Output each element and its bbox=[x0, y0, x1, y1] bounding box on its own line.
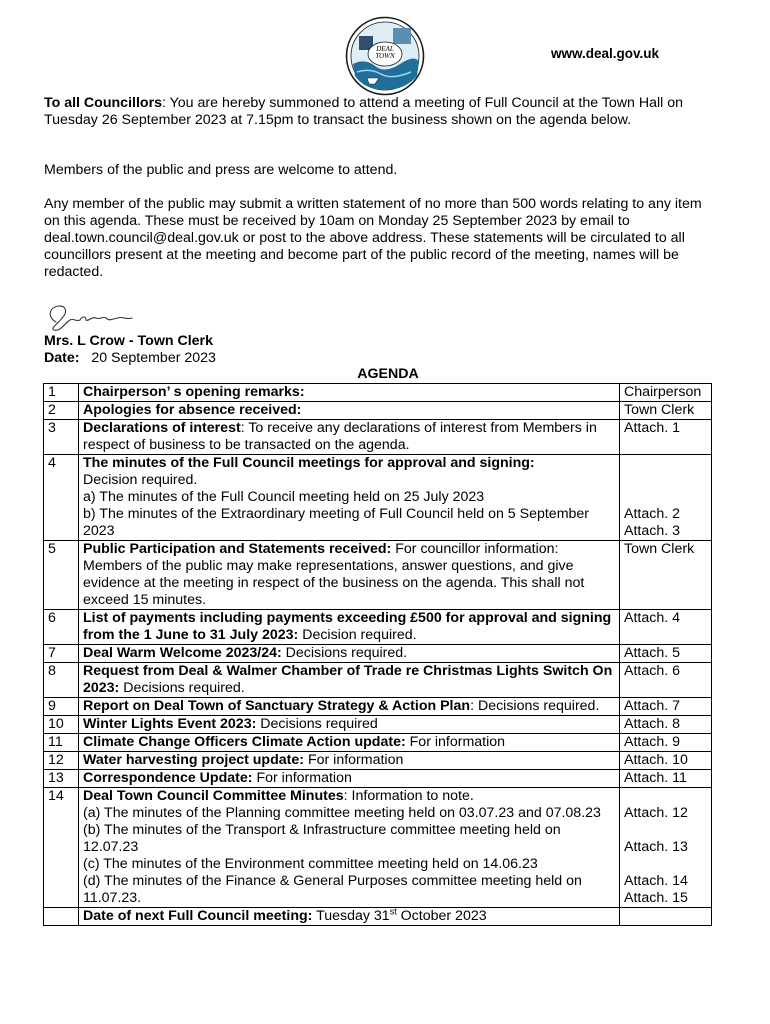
agenda-item-title: Chairperson’ s opening remarks: bbox=[83, 384, 305, 400]
agenda-item-number: 12 bbox=[44, 752, 79, 770]
agenda-item-text: Decision required. bbox=[83, 472, 198, 488]
agenda-item-attachment bbox=[620, 663, 712, 698]
agenda-item-text: For information bbox=[252, 770, 352, 786]
agenda-item-number: 7 bbox=[44, 645, 79, 663]
next-meeting-date: Tuesday 31 bbox=[312, 908, 390, 924]
agenda-item-text: Decisions required. bbox=[281, 645, 408, 661]
agenda-item-description bbox=[79, 541, 620, 610]
notice-date bbox=[44, 350, 216, 367]
attachment-ref bbox=[624, 455, 708, 472]
agenda-item-number: 11 bbox=[44, 734, 79, 752]
svg-text:DEAL: DEAL bbox=[376, 45, 394, 53]
agenda-item-number: 2 bbox=[44, 402, 79, 420]
attachment-ref: Attach. 7 bbox=[624, 698, 680, 714]
next-meeting-description bbox=[79, 908, 620, 926]
statement-info: Any member of the public may submit a written statement of no more than 500 words relating to any item on this agenda. These must be received by 10am on Monday 25 September 2023 by email to deal.town.council@deal.gov.uk or post to the above address. These statements will be circulated to all councillors present at the meeting and become part of the public record of the meeting, names will be redacted. bbox=[44, 196, 702, 280]
agenda-row bbox=[44, 698, 712, 716]
public-welcome: Members of the public and press are welcome to attend. bbox=[44, 162, 398, 178]
agenda-item-text: (b) The minutes of the Transport & Infrastructure committee meeting held on 12.07.23 bbox=[83, 822, 561, 855]
attachment-ref: Attach. 1 bbox=[624, 420, 680, 436]
agenda-item-attachment bbox=[620, 541, 712, 610]
attachment-ref: Attach. 12 bbox=[624, 805, 688, 821]
agenda-row-next-meeting bbox=[44, 908, 712, 926]
agenda-item-text: Decision required. bbox=[298, 627, 417, 643]
attachment-ref bbox=[624, 822, 708, 839]
agenda-item-description bbox=[79, 663, 620, 698]
agenda-item-attachment bbox=[620, 788, 712, 908]
agenda-item-title: Request from Deal & Walmer Chamber of Trade re Christmas Lights Switch On 2023: bbox=[83, 663, 613, 696]
agenda-item-description bbox=[79, 384, 620, 402]
agenda-item-title: Public Participation and Statements received: bbox=[83, 541, 392, 557]
agenda-item-number bbox=[44, 908, 79, 926]
agenda-item-text: (c) The minutes of the Environment committee meeting held on 14.06.23 bbox=[83, 856, 538, 872]
agenda-row bbox=[44, 716, 712, 734]
agenda-item-number: 13 bbox=[44, 770, 79, 788]
agenda-item-title: Climate Change Officers Climate Action update: bbox=[83, 734, 406, 750]
agenda-row bbox=[44, 788, 712, 908]
date-value: 20 September 2023 bbox=[91, 350, 216, 366]
attachment-ref: Chairperson bbox=[624, 384, 702, 400]
agenda-table bbox=[43, 383, 712, 926]
attachment-ref: Attach. 9 bbox=[624, 734, 680, 750]
agenda-item-number: 1 bbox=[44, 384, 79, 402]
attachment-ref: Attach. 10 bbox=[624, 752, 688, 768]
agenda-item-description bbox=[79, 420, 620, 455]
agenda-item-attachment bbox=[620, 752, 712, 770]
agenda-item-attachment bbox=[620, 698, 712, 716]
attachment-ref: Attach. 2 bbox=[624, 506, 680, 522]
agenda-item-attachment bbox=[620, 734, 712, 752]
agenda-item-title: The minutes of the Full Council meetings for approval and signing: bbox=[83, 455, 535, 471]
agenda-item-title: Deal Town Council Committee Minutes bbox=[83, 788, 344, 804]
agenda-item-text: (a) The minutes of the Planning committee meeting held on 03.07.23 and 07.08.23 bbox=[83, 805, 601, 821]
agenda-item-number: 10 bbox=[44, 716, 79, 734]
agenda-item-title: Correspondence Update: bbox=[83, 770, 253, 786]
next-meeting-title: Date of next Full Council meeting: bbox=[83, 908, 313, 924]
agenda-item-title: Apologies for absence received: bbox=[83, 402, 302, 418]
agenda-item-number: 8 bbox=[44, 663, 79, 698]
attachment-ref: Attach. 14 bbox=[624, 873, 688, 889]
agenda-item-title: List of payments including payments exceeding £500 for approval and signing from the 1 June to 31 July 2023: bbox=[83, 610, 612, 643]
clerk-name: Mrs. L Crow - Town Clerk bbox=[44, 333, 213, 349]
agenda-item-description bbox=[79, 788, 620, 908]
agenda-item-number: 5 bbox=[44, 541, 79, 610]
summons-paragraph bbox=[44, 95, 714, 129]
agenda-item-attachment bbox=[620, 610, 712, 645]
agenda-heading: AGENDA bbox=[357, 366, 419, 382]
agenda-item-title: Report on Deal Town of Sanctuary Strategy & Action Plan bbox=[83, 698, 471, 714]
agenda-item-number: 3 bbox=[44, 420, 79, 455]
agenda-item-description bbox=[79, 402, 620, 420]
clerk-signature bbox=[42, 300, 138, 334]
attachment-ref bbox=[624, 856, 708, 873]
agenda-item-text: : Decisions required. bbox=[470, 698, 600, 714]
agenda-item-text: : Information to note. bbox=[343, 788, 474, 804]
deal-town-council-logo bbox=[345, 16, 425, 96]
agenda-item-number: 4 bbox=[44, 455, 79, 541]
agenda-item-attachment bbox=[620, 645, 712, 663]
attachment-ref: Attach. 3 bbox=[624, 523, 680, 539]
agenda-item-text: (d) The minutes of the Finance & General Purposes committee meeting held on 11.07.23. bbox=[83, 873, 582, 906]
agenda-item-attachment bbox=[620, 908, 712, 926]
agenda-item-attachment bbox=[620, 402, 712, 420]
agenda-item-attachment bbox=[620, 420, 712, 455]
agenda-row bbox=[44, 610, 712, 645]
agenda-item-description bbox=[79, 698, 620, 716]
attachment-ref: Attach. 6 bbox=[624, 663, 680, 679]
agenda-item-text: For councillor information: Members of the public may make representations, answer questions, and give evidence at the meeting in respect of the business on the agenda. This shall not exceed 15 minutes. bbox=[83, 541, 585, 608]
svg-text:TOWN: TOWN bbox=[375, 52, 395, 60]
agenda-item-description bbox=[79, 455, 620, 541]
agenda-row bbox=[44, 541, 712, 610]
agenda-item-text: Decisions required. bbox=[119, 680, 245, 696]
agenda-item-text: a) The minutes of the Full Council meeting held on 25 July 2023 bbox=[83, 489, 485, 505]
agenda-row bbox=[44, 384, 712, 402]
website-url[interactable]: www.deal.gov.uk bbox=[551, 46, 660, 61]
agenda-row bbox=[44, 402, 712, 420]
attachment-ref: Attach. 8 bbox=[624, 716, 680, 732]
agenda-row bbox=[44, 734, 712, 752]
attachment-ref bbox=[624, 489, 708, 506]
agenda-item-description bbox=[79, 610, 620, 645]
next-meeting-date-suffix: st bbox=[389, 906, 397, 917]
attachment-ref: Attach. 13 bbox=[624, 839, 688, 855]
attachment-ref bbox=[624, 788, 708, 805]
agenda-item-text: Decisions required bbox=[256, 716, 378, 732]
attachment-ref: Attach. 5 bbox=[624, 645, 680, 661]
agenda-item-text: For information bbox=[405, 734, 506, 750]
agenda-item-title: Deal Warm Welcome 2023/24: bbox=[83, 645, 282, 661]
attachment-ref: Attach. 11 bbox=[624, 770, 687, 786]
agenda-item-attachment bbox=[620, 455, 712, 541]
agenda-row bbox=[44, 770, 712, 788]
agenda-item-title: Declarations of interest bbox=[83, 420, 241, 436]
agenda-item-description bbox=[79, 752, 620, 770]
agenda-item-text: : To receive any declarations of interest from Members in respect of business to be transacted on the agenda. bbox=[83, 420, 597, 453]
agenda-item-attachment bbox=[620, 384, 712, 402]
agenda-row bbox=[44, 420, 712, 455]
agenda-item-text: b) The minutes of the Extraordinary meeting of Full Council held on 5 September 2023 bbox=[83, 506, 590, 539]
summons-text: : You are hereby summoned to attend a meeting of Full Council at the Town Hall on Tuesday 26 September 2023 at 7.15pm to transact the business shown on the agenda below. bbox=[44, 95, 684, 128]
date-label: Date: bbox=[44, 350, 80, 366]
agenda-item-attachment bbox=[620, 716, 712, 734]
attachment-ref bbox=[624, 472, 708, 489]
agenda-item-description bbox=[79, 734, 620, 752]
agenda-item-number: 9 bbox=[44, 698, 79, 716]
agenda-row bbox=[44, 645, 712, 663]
agenda-item-title: Water harvesting project update: bbox=[83, 752, 304, 768]
agenda-row bbox=[44, 663, 712, 698]
agenda-item-number: 14 bbox=[44, 788, 79, 908]
agenda-row bbox=[44, 455, 712, 541]
attachment-ref: Town Clerk bbox=[624, 402, 695, 418]
attachment-ref: Attach. 4 bbox=[624, 610, 680, 626]
summons-lead: To all Councillors bbox=[44, 95, 162, 111]
agenda-item-description bbox=[79, 770, 620, 788]
next-meeting-month: October 2023 bbox=[396, 908, 487, 924]
agenda-item-description bbox=[79, 645, 620, 663]
agenda-item-attachment bbox=[620, 770, 712, 788]
agenda-item-description bbox=[79, 716, 620, 734]
attachment-ref: Town Clerk bbox=[624, 541, 695, 557]
agenda-row bbox=[44, 752, 712, 770]
agenda-item-title: Winter Lights Event 2023: bbox=[83, 716, 257, 732]
agenda-item-number: 6 bbox=[44, 610, 79, 645]
attachment-ref: Attach. 15 bbox=[624, 890, 688, 906]
agenda-item-text: For information bbox=[304, 752, 404, 768]
